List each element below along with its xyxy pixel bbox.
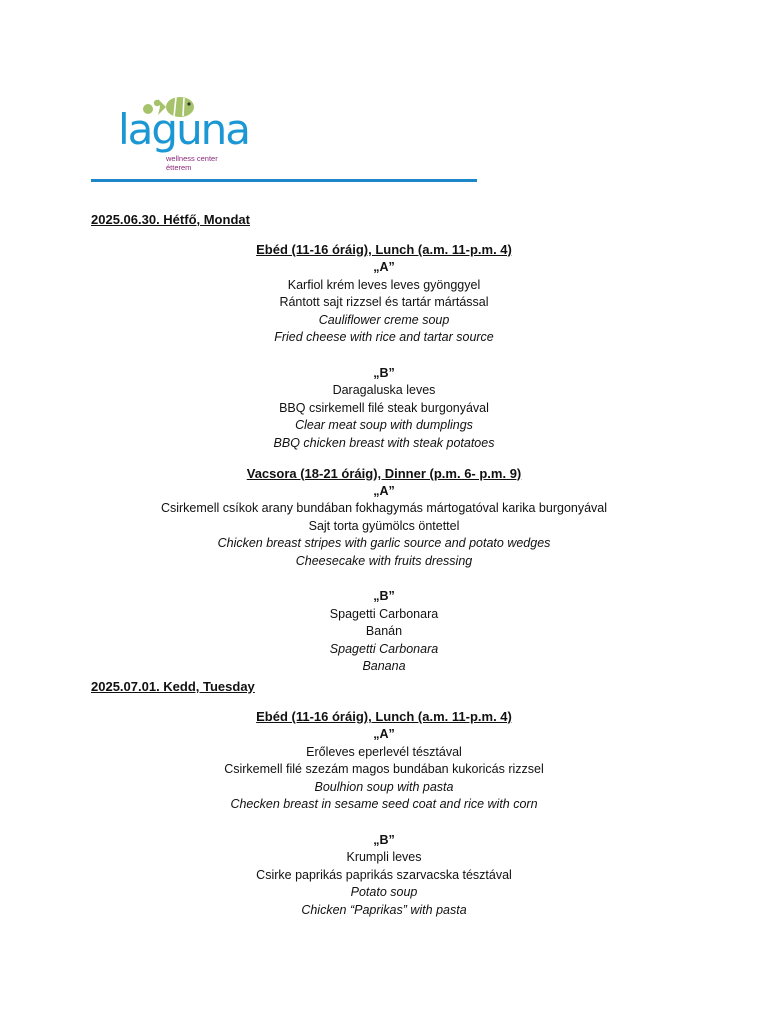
option-label: „A” <box>373 727 395 742</box>
option-label: „A” <box>373 260 395 274</box>
menu-item-hu: Erőleves eperlevél tésztával <box>306 744 462 759</box>
menu-document <box>0 211 768 920</box>
logo-subtitle: wellness center <box>166 154 218 163</box>
menu-item-en: Potato soup <box>350 885 418 900</box>
menu-item-en: Spagetti Carbonara <box>329 641 439 656</box>
menu-item-hu: Karfiol krém leves leves gyönggyel <box>287 277 481 292</box>
menu-item-en: Chicken “Paprikas” with pasta <box>301 903 467 917</box>
menu-item-hu: Daragaluska leves <box>332 383 436 398</box>
menu-item-hu: Csirkemell filé szezám magos bundában kukoricás rizzsel <box>224 762 544 777</box>
menu-item-hu: Csirke paprikás paprikás szarvacska tésztával <box>256 867 512 882</box>
option-label: „B” <box>373 832 395 847</box>
menu-item-hu: Csirkemell csíkok arany bundában fokhagymás mártogatóval karika burgonyával <box>160 501 608 516</box>
menu-item-hu: Sajt torta gyümölcs öntettel <box>308 518 460 533</box>
logo-wordmark: laguna <box>118 105 250 154</box>
menu-item-en: Banana <box>362 659 406 674</box>
option-label: „A” <box>373 483 395 498</box>
menu-item-hu: BBQ csirkemell filé steak burgonyával <box>279 400 489 415</box>
menu-item-en: BBQ chicken breast with steak potatoes <box>273 435 495 450</box>
menu-item-en: Clear meat soup with dumplings <box>295 418 473 433</box>
menu-item-en: Boulhion soup with pasta <box>314 779 454 794</box>
menu-item-en: Cheesecake with fruits dressing <box>295 553 473 568</box>
menu-item-en: Fried cheese with rice and tartar source <box>274 330 494 345</box>
lunch-heading: Ebéd (11-16 óráig), Lunch (a.m. 11-p.m. 4) <box>256 242 512 257</box>
dinner-heading: Vacsora (18-21 óráig), Dinner (p.m. 6- p.m. 9) <box>246 465 522 481</box>
menu-item-hu: Rántott sajt rizzsel és tartár mártással <box>279 295 489 310</box>
menu-item-hu: Spagetti Carbonara <box>329 606 439 621</box>
day-heading: 2025.07.01. Kedd, Tuesday <box>91 679 255 695</box>
menu-item-hu: Krumpli leves <box>346 850 422 865</box>
menu-item-hu: Banán <box>365 624 403 639</box>
menu-item-en: Cauliflower creme soup <box>318 312 450 327</box>
menu-item-en: Chicken breast stripes with garlic source and potato wedges <box>217 536 551 551</box>
option-label: „B” <box>373 365 395 380</box>
day-heading: 2025.06.30. Hétfő, Mondat <box>91 212 250 227</box>
laguna-logo <box>116 90 250 174</box>
header-divider <box>91 179 477 182</box>
logo-subtitle-2: étterem <box>166 163 192 172</box>
option-label: „B” <box>373 589 395 604</box>
lunch-heading: Ebéd (11-16 óráig), Lunch (a.m. 11-p.m. 4) <box>256 709 512 725</box>
menu-item-en: Checken breast in sesame seed coat and rice with corn <box>230 797 538 812</box>
